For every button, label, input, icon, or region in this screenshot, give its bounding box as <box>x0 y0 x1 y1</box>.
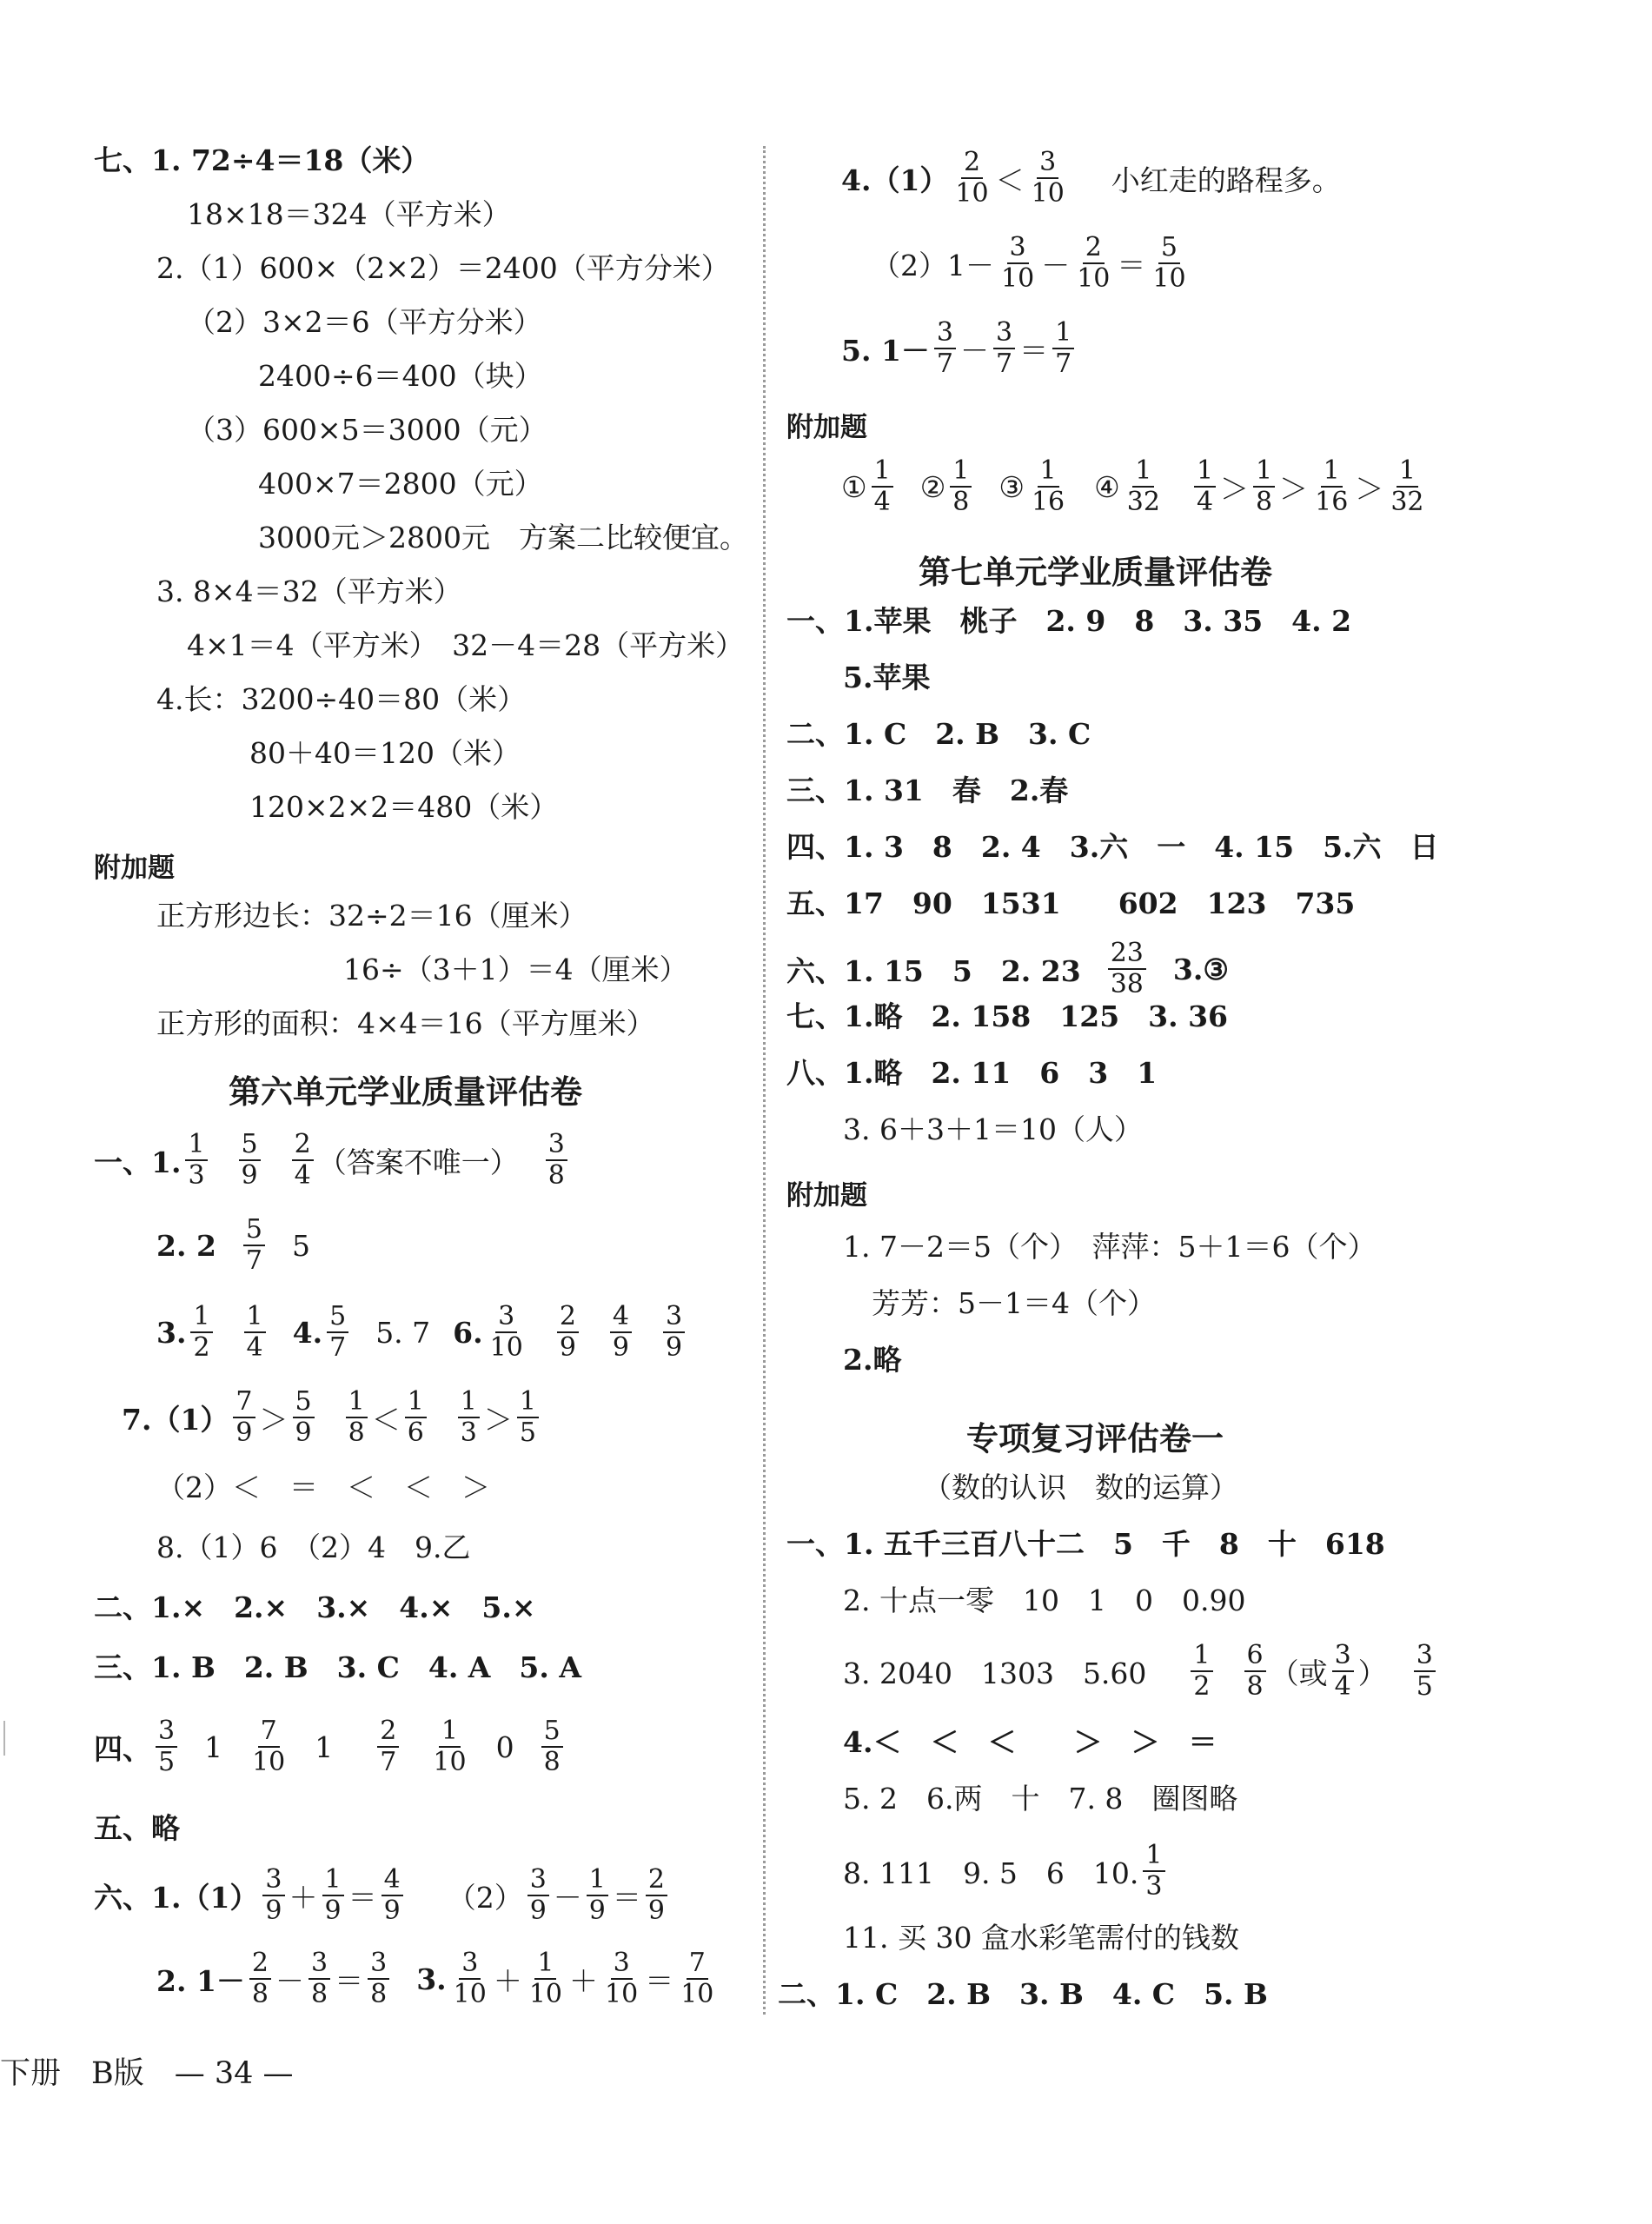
fraction: $\frac{1}{3}$ <box>1143 1841 1164 1902</box>
fraction: $\frac{5}{9}$ <box>239 1130 261 1191</box>
fraction: $\frac{1}{5}$ <box>517 1387 539 1448</box>
unit7-sec7: 七、1.略 2. 158 125 3. 36 <box>786 999 1229 1033</box>
q1-label: 一、1. <box>94 1145 182 1179</box>
unit7-sec8: 八、1.略 2. 11 6 3 1 <box>786 1056 1158 1090</box>
unit6-q1 <box>94 1130 572 1191</box>
q8-10-values: 8. 111 9. 5 6 10. <box>843 1856 1139 1890</box>
fraction: $\frac{5}{7}$ <box>243 1215 265 1276</box>
fraction: $\frac{2}{8}$ <box>249 1948 271 2009</box>
fraction: $\frac{1}{16}$ <box>1031 455 1065 517</box>
unit6-q8-9: 8.（1）6 （2）4 9.乙 <box>156 1530 471 1564</box>
unit7-sec8b: 3. 6＋3＋1＝10（人） <box>843 1112 1143 1146</box>
unit7-sec1b: 5.苹果 <box>843 661 931 694</box>
fraction: $\frac{3}{4}$ <box>1332 1641 1354 1702</box>
q3-close: ） <box>1357 1656 1387 1690</box>
fraction: $\frac{1}{9}$ <box>322 1865 344 1926</box>
unit6-q2 <box>156 1215 310 1276</box>
fraction: $\frac{1}{4}$ <box>1194 456 1216 517</box>
q7-4-line1: 4.长：3200÷40＝80（米） <box>156 682 527 716</box>
fraction: $\frac{3}{7}$ <box>993 318 1015 379</box>
unit6-sec2: 二、1.× 2.× 3.× 4.× 5.× <box>94 1590 536 1624</box>
q7-4-line2: 80＋40＝120（米） <box>249 736 521 770</box>
extra-fractions: ① $\frac{1}{4}$ ② $\frac{1}{8}$ ③ $\frac{1}{16}$ ④ $\frac{1}{32}$ $\frac{1}{4}$ ＞ $\frac{1}{8}$ ＞ $\frac{1}{16}$ ＞ $\frac{1}{32}$ <box>841 456 1431 517</box>
q7-2-line4: （3）600×5＝3000（元） <box>187 413 547 447</box>
q7-2-line5: 400×7＝2800（元） <box>258 467 543 501</box>
fraction: $\frac{1}{10}$ <box>528 1948 563 2009</box>
fraction: $\frac{2}{9}$ <box>646 1865 667 1926</box>
unit6-q3-6 <box>156 1302 689 1363</box>
fraction: $\frac{5}{8}$ <box>541 1716 563 1777</box>
q7-2-line1: 2.（1）600×（2×2）＝2400（平方分米） <box>156 251 730 285</box>
fraction: $\frac{7}{10}$ <box>680 1948 714 2009</box>
fraction: $\frac{3}{10}$ <box>1001 232 1035 294</box>
fraction: $\frac{1}{3}$ <box>458 1387 480 1448</box>
fraction: $\frac{1}{2}$ <box>190 1302 212 1363</box>
q3-or: （或 <box>1270 1656 1328 1690</box>
extra-left-line3: 正方形的面积：4×4＝16（平方厘米） <box>156 1006 655 1040</box>
fraction: $\frac{4}{9}$ <box>610 1302 632 1363</box>
fraction: $\frac{1}{8}$ <box>1253 456 1275 517</box>
q2-label: 2. 2 <box>156 1228 216 1263</box>
fraction: $\frac{3}{9}$ <box>527 1865 549 1926</box>
fraction: $\frac{1}{9}$ <box>587 1865 608 1926</box>
extra-heading-right: 附加题 <box>786 412 867 443</box>
review-sec1-q1: 一、1. 五千三百八十二 5 千 8 十 618 <box>786 1527 1385 1561</box>
review-subtitle: （数的认识 数的运算） <box>923 1470 1238 1504</box>
fraction: $\frac{3}{8}$ <box>368 1948 389 2009</box>
fraction: $\frac{7}{10}$ <box>252 1716 286 1777</box>
unit7-sec4: 四、1. 3 8 2. 4 3.六 一 4. 15 5.六 日 <box>786 830 1439 864</box>
sec4-label: 四、 <box>94 1731 151 1766</box>
unit7-sec1: 一、1.苹果 桃子 2. 9 8 3. 35 4. 2 <box>786 604 1352 638</box>
q7-2-line3: 2400÷6＝400（块） <box>258 359 543 393</box>
sec6-q2-label: 2. 1－ <box>156 1963 245 1998</box>
unit6-title: 第六单元学业质量评估卷 <box>229 1073 582 1111</box>
fraction: $\frac{7}{9}$ <box>233 1387 255 1448</box>
unit6-q7-1: 7.（1） $\frac{7}{9}$ ＞ $\frac{5}{9}$ $\frac{1}{8}$ ＜ $\frac{1}{6}$ $\frac{1}{3}$ ＞ $\frac{1}{5}$ <box>122 1387 543 1448</box>
fraction: $\frac{1}{8}$ <box>950 456 972 517</box>
fraction: $\frac{1}{32}$ <box>1390 455 1424 517</box>
fraction: $\frac{3}{10}$ <box>489 1301 523 1363</box>
fraction: $\frac{3}{5}$ <box>156 1716 177 1777</box>
margin-mark <box>3 1721 5 1756</box>
fraction: $\frac{3}{7}$ <box>934 318 956 379</box>
fraction: $\frac{3}{8}$ <box>546 1130 567 1191</box>
q4-1: 4.（1） $\frac{2}{10}$ ＜ $\frac{3}{10}$ 小红走的路程多。 <box>841 147 1341 209</box>
fraction: $\frac{1}{10}$ <box>433 1716 467 1777</box>
fraction: $\frac{1}{4}$ <box>872 456 893 517</box>
unit6-sec6-1: 六、1.（1） $\frac{3}{9}$ ＋ $\frac{1}{9}$ ＝ $\frac{4}{9}$ （2） $\frac{3}{9}$ － $\frac{1}{9}$ ＝ $\frac{2}{9}$ <box>94 1865 672 1926</box>
unit6-sec5: 五、略 <box>94 1811 180 1845</box>
extra2-line3: 2.略 <box>843 1343 902 1377</box>
q7-1-line1: 七、1. 72÷4＝18（米） <box>94 143 430 177</box>
q7-4-line3: 120×2×2＝480（米） <box>249 790 559 824</box>
review-sec1-q5-7: 5. 2 6.两 十 7. 8 圈图略 <box>843 1782 1238 1816</box>
fraction: $\frac{3}{10}$ <box>605 1948 639 2009</box>
unit6-sec3: 三、1. B 2. B 3. C 4. A 5. A <box>94 1650 581 1684</box>
sec6-answers: 六、1. 15 5 2. 23 <box>786 953 1081 988</box>
fraction: $\frac{1}{32}$ <box>1126 455 1160 517</box>
q6-label: 6. <box>453 1315 483 1350</box>
q5-answer: 5. 7 <box>375 1315 431 1350</box>
fraction: $\frac{23}{38}$ <box>1108 939 1146 999</box>
review-sec1-q11: 11. 买 30 盒水彩笔需付的钱数 <box>843 1921 1239 1955</box>
fraction: $\frac{1}{7}$ <box>1052 318 1074 379</box>
fraction: $\frac{2}{10}$ <box>1077 232 1111 294</box>
q3-label: 3. <box>156 1315 187 1350</box>
review-sec2: 二、1. C 2. B 3. B 4. C 5. B <box>778 1977 1268 2011</box>
fraction: $\frac{1}{2}$ <box>1191 1641 1212 1702</box>
fraction: $\frac{3}{9}$ <box>663 1302 685 1363</box>
fraction: $\frac{2}{4}$ <box>292 1130 314 1191</box>
fraction: $\frac{6}{8}$ <box>1244 1641 1266 1702</box>
fraction: $\frac{1}{6}$ <box>405 1387 427 1448</box>
extra-heading-left: 附加题 <box>94 853 175 884</box>
review-sec1-q8-10 <box>843 1841 1170 1902</box>
q4-2-label: （2）1－ <box>872 248 994 282</box>
fraction: $\frac{1}{3}$ <box>185 1130 207 1191</box>
extra2-line1: 1. 7－2＝5（个） 萍萍：5＋1＝6（个） <box>843 1230 1377 1264</box>
q5-label: 5. 1－ <box>841 333 930 368</box>
fraction: $\frac{3}{10}$ <box>453 1948 487 2009</box>
extra-left-line1: 正方形边长：32÷2＝16（厘米） <box>156 899 587 933</box>
page-footer: 下册 B版 — 34 — <box>0 2056 294 2091</box>
q4-conclusion: 小红走的路程多。 <box>1111 163 1341 197</box>
extra-left-line2: 16÷（3＋1）＝4（厘米） <box>343 953 688 986</box>
unit7-sec6 <box>786 939 1229 999</box>
review-sec1-q3 <box>843 1641 1440 1702</box>
fraction: $\frac{3}{8}$ <box>309 1948 330 2009</box>
q5: 5. 1－ $\frac{3}{7}$ － $\frac{3}{7}$ ＝ $\frac{1}{7}$ <box>841 318 1078 379</box>
sec6-q3: 3.③ <box>1172 952 1229 986</box>
unit7-sec3: 三、1. 31 春 2.春 <box>786 773 1069 807</box>
unit6-q7-2: （2）＜ ＝ ＜ ＜ ＞ <box>156 1470 490 1504</box>
q7-2-line6: 3000元＞2800元 方案二比较便宜。 <box>258 521 748 554</box>
unit6-sec6-2-3: 2. 1－ $\frac{2}{8}$ － $\frac{3}{8}$ ＝ $\frac{3}{8}$ 3. $\frac{3}{10}$ ＋ $\frac{1}{10}$ ＋ $\frac{3}{10}$ ＝ $\frac{7}{10}$ <box>156 1948 720 2009</box>
fraction: $\frac{5}{10}$ <box>1152 232 1186 294</box>
q3-values: 3. 2040 1303 5.60 <box>843 1656 1147 1690</box>
fraction: $\frac{1}{16}$ <box>1315 455 1349 517</box>
fraction: $\frac{1}{8}$ <box>346 1387 368 1448</box>
q7-3-line2: 4×1＝4（平方米） 32－4＝28（平方米） <box>187 628 745 662</box>
q7-2-line2: （2）3×2＝6（平方分米） <box>187 305 542 339</box>
column-divider <box>763 146 766 2015</box>
fraction: $\frac{3}{10}$ <box>1031 147 1065 209</box>
review-sec1-q4: 4.＜ ＜ ＜ ＞ ＞ ＝ <box>843 1725 1217 1759</box>
extra2-heading: 附加题 <box>786 1180 867 1212</box>
fraction: $\frac{2}{7}$ <box>377 1716 399 1777</box>
fraction: $\frac{3}{9}$ <box>262 1865 284 1926</box>
unit7-sec2: 二、1. C 2. B 3. C <box>786 717 1091 751</box>
fraction: $\frac{5}{9}$ <box>293 1387 315 1448</box>
fraction: $\frac{3}{5}$ <box>1414 1641 1436 1702</box>
unit6-sec4: 四、 $\frac{3}{5}$ 1 $\frac{7}{10}$ 1 $\frac{2}{7}$ $\frac{1}{10}$ 0 $\frac{5}{8}$ <box>94 1716 567 1777</box>
sec6-label: 六、1.（1） <box>94 1880 259 1915</box>
fraction: $\frac{2}{10}$ <box>955 147 989 209</box>
fraction: $\frac{5}{7}$ <box>327 1302 348 1363</box>
q2-value: 5 <box>292 1228 310 1263</box>
q4-label: 4.（1） <box>841 163 949 197</box>
fraction: $\frac{4}{9}$ <box>381 1865 403 1926</box>
sec6-q3-label: 3. <box>416 1962 447 1996</box>
fraction: $\frac{1}{4}$ <box>244 1302 266 1363</box>
review-sec1-q2: 2. 十点一零 10 1 0 0.90 <box>843 1583 1246 1617</box>
q4-label: 4. <box>292 1315 323 1350</box>
q1-note: （答案不唯一） <box>317 1145 519 1179</box>
unit7-sec5: 五、17 90 1531 602 123 735 <box>786 886 1356 920</box>
q4-2: （2）1－ $\frac{3}{10}$ － $\frac{2}{10}$ ＝ $\frac{5}{10}$ <box>872 233 1193 294</box>
unit7-title: 第七单元学业质量评估卷 <box>919 554 1272 591</box>
q7-label: 7.（1） <box>122 1402 229 1437</box>
review-title: 专项复习评估卷一 <box>966 1420 1224 1457</box>
fraction: $\frac{2}{9}$ <box>557 1302 579 1363</box>
extra2-line2: 芳芳：5－1＝4（个） <box>872 1286 1156 1320</box>
q7-3-line1: 3. 8×4＝32（平方米） <box>156 574 462 608</box>
sec6-part2-label: （2） <box>447 1880 523 1915</box>
q7-1-line2: 18×18＝324（平方米） <box>187 197 511 231</box>
